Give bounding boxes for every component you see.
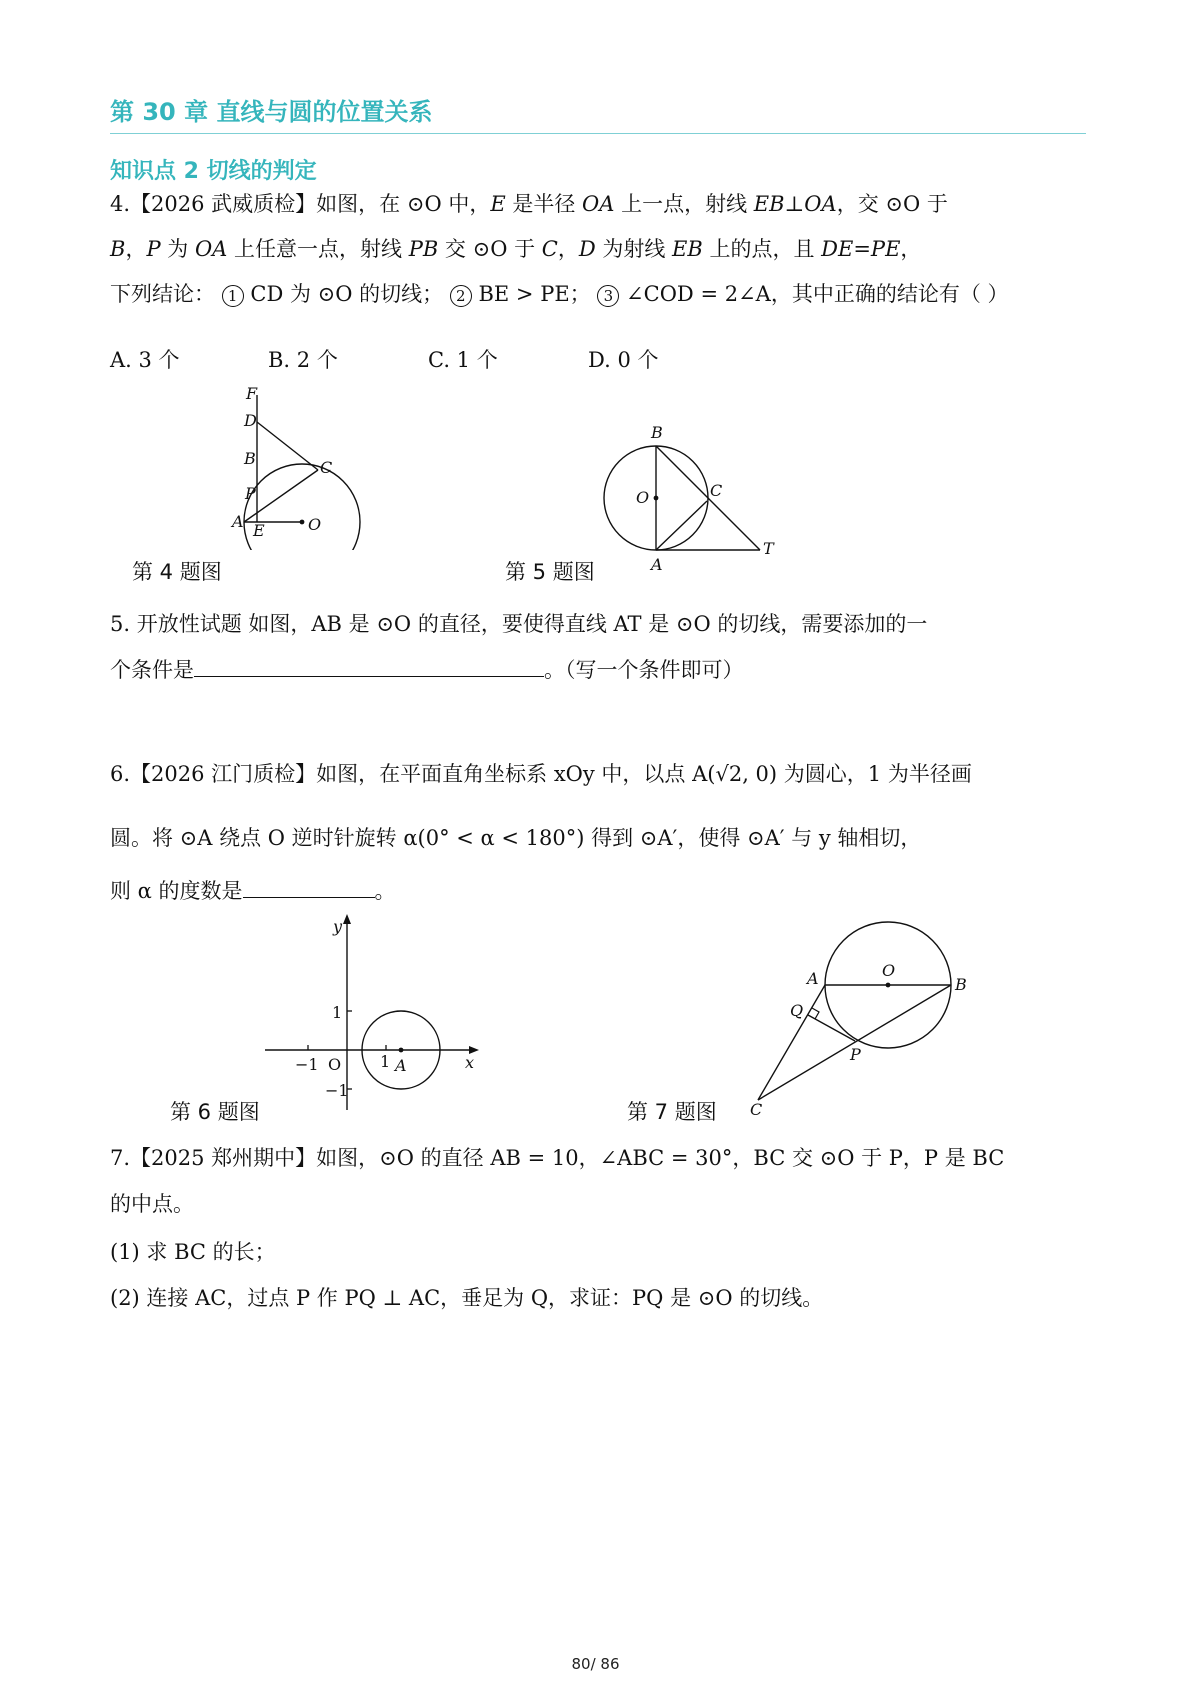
figure-6 [255, 910, 495, 1115]
label-b: B [244, 449, 256, 468]
circled-number: 1 [222, 285, 244, 307]
q4-text: ， [900, 237, 922, 261]
label-p: P [245, 484, 256, 503]
tick-1-y: 1 [332, 1003, 343, 1022]
figure-5 [590, 420, 790, 575]
q5-prefix: 个条件是 [110, 658, 194, 682]
label-c: C [750, 1100, 763, 1119]
q6-answer-blank[interactable] [243, 877, 375, 898]
label-a: A [395, 1056, 407, 1075]
q5-answer-blank[interactable] [194, 656, 544, 677]
q4-text: ，交 ⊙O 于 [836, 192, 948, 216]
q4-line2 [110, 233, 1086, 263]
q4-conclusions-prefix: 下列结论： [110, 282, 215, 306]
option-b[interactable]: B. 2 个 [268, 348, 338, 372]
label-o: O [328, 1055, 342, 1074]
q4-line1 [110, 188, 1086, 218]
q4-var: EB [672, 237, 703, 261]
label-o: O [882, 961, 896, 980]
label-t: T [763, 539, 774, 558]
label-e: E [253, 521, 265, 540]
q7-part2: (2) 连接 AC，过点 P 作 PQ ⊥ AC，垂足为 Q，求证：PQ 是 ⊙O 的切线。 [110, 1286, 824, 1310]
q4-text: ， [557, 237, 579, 261]
chapter-title: 第 30 章 直线与圆的位置关系 [110, 92, 1086, 134]
label-b: B [651, 423, 663, 442]
q4-var: EB⊥OA [753, 192, 837, 216]
q4-var: P [146, 237, 161, 261]
q4-conclusion-2: BE > PE； [478, 282, 591, 306]
q4-text: 交 ⊙O 于 [438, 237, 542, 261]
q4-text: 是半径 [505, 192, 583, 216]
q7-line2: 的中点。 [110, 1192, 194, 1216]
q4-var: D [578, 237, 596, 261]
figure-5-caption: 第 5 题图 [505, 560, 595, 584]
tick-neg1-y: −1 [325, 1081, 349, 1100]
label-c: C [320, 458, 333, 477]
q6-line1: 6.【2026 江门质检】如图，在平面直角坐标系 xOy 中，以点 A(√2, 0) 为圆心，1 为半径画 [110, 762, 972, 786]
q6-line2: 圆。将 ⊙A 绕点 O 逆时针旋转 α(0° < α < 180°) 得到 ⊙A′，使得 ⊙A′ 与 y 轴相切， [110, 826, 922, 850]
figure-7-caption: 第 7 题图 [627, 1100, 717, 1124]
q5-suffix: 。（写一个条件即可） [544, 658, 744, 682]
label-d: D [244, 411, 257, 430]
figure-7 [750, 905, 980, 1125]
label-o: O [636, 488, 650, 507]
label-a: A [651, 555, 663, 574]
q4-conclusion-3: ∠COD = 2∠A，其中正确的结论有（ ） [626, 282, 1009, 306]
q4-text: 为 [160, 237, 195, 261]
q5-line1: 5. 开放性试题 如图，AB 是 ⊙O 的直径，要使得直线 AT 是 ⊙O 的切线，需要添加的一 [110, 612, 928, 636]
label-p: P [850, 1045, 861, 1064]
option-d[interactable]: D. 0 个 [588, 348, 659, 372]
option-a[interactable]: A. 3 个 [110, 348, 180, 372]
q4-var: B [110, 237, 126, 261]
q6-line3 [110, 875, 396, 905]
q4-text: 为射线 [595, 237, 673, 261]
q4-var: DE=PE [821, 237, 901, 261]
label-y: y [333, 917, 343, 936]
circled-number: 3 [597, 285, 619, 307]
circled-number: 2 [450, 285, 472, 307]
page-number: 80/ 86 [571, 1655, 620, 1673]
label-f: F [246, 385, 258, 403]
label-o: O [308, 515, 322, 534]
q6-prefix: 则 α 的度数是 [110, 879, 243, 903]
label-a: A [232, 512, 244, 531]
section-title: 知识点 2 切线的判定 [110, 159, 317, 184]
figure-4-caption: 第 4 题图 [132, 560, 222, 584]
q4-var: PB [408, 237, 439, 261]
label-c: C [710, 481, 723, 500]
label-a: A [807, 969, 819, 988]
q7-line1: 7.【2025 郑州期中】如图，⊙O 的直径 AB = 10，∠ABC = 30°，BC 交 ⊙O 于 P，P 是 BC [110, 1146, 1005, 1170]
q4-source: 【2026 武威质检】 [130, 192, 317, 216]
q5-line2 [110, 654, 744, 684]
q4-text: 上一点，射线 [614, 192, 754, 216]
label-x: x [465, 1053, 475, 1072]
q4-line3 [110, 278, 1009, 308]
label-q: Q [790, 1001, 804, 1020]
q7-part1: (1) 求 BC 的长； [110, 1240, 276, 1264]
q4-var: OA [582, 192, 615, 216]
q4-text: 上的点，且 [702, 237, 822, 261]
label-b: B [955, 975, 967, 994]
q4-var: E [490, 192, 506, 216]
q4-text: ， [125, 237, 147, 261]
tick-1-x: 1 [380, 1052, 391, 1071]
q4-var: OA [194, 237, 228, 261]
q4-number: 4. [110, 192, 131, 216]
tick-neg1-x: −1 [295, 1055, 319, 1074]
q4-conclusion-1: CD 为 ⊙O 的切线； [250, 282, 444, 306]
q4-text: 如图，在 ⊙O 中， [316, 192, 491, 216]
q6-suffix: 。 [374, 879, 396, 903]
figure-4 [220, 385, 380, 550]
option-c[interactable]: C. 1 个 [428, 348, 498, 372]
figure-6-caption: 第 6 题图 [170, 1100, 260, 1124]
q4-var: C [541, 237, 558, 261]
q4-text: 上任意一点，射线 [227, 237, 409, 261]
